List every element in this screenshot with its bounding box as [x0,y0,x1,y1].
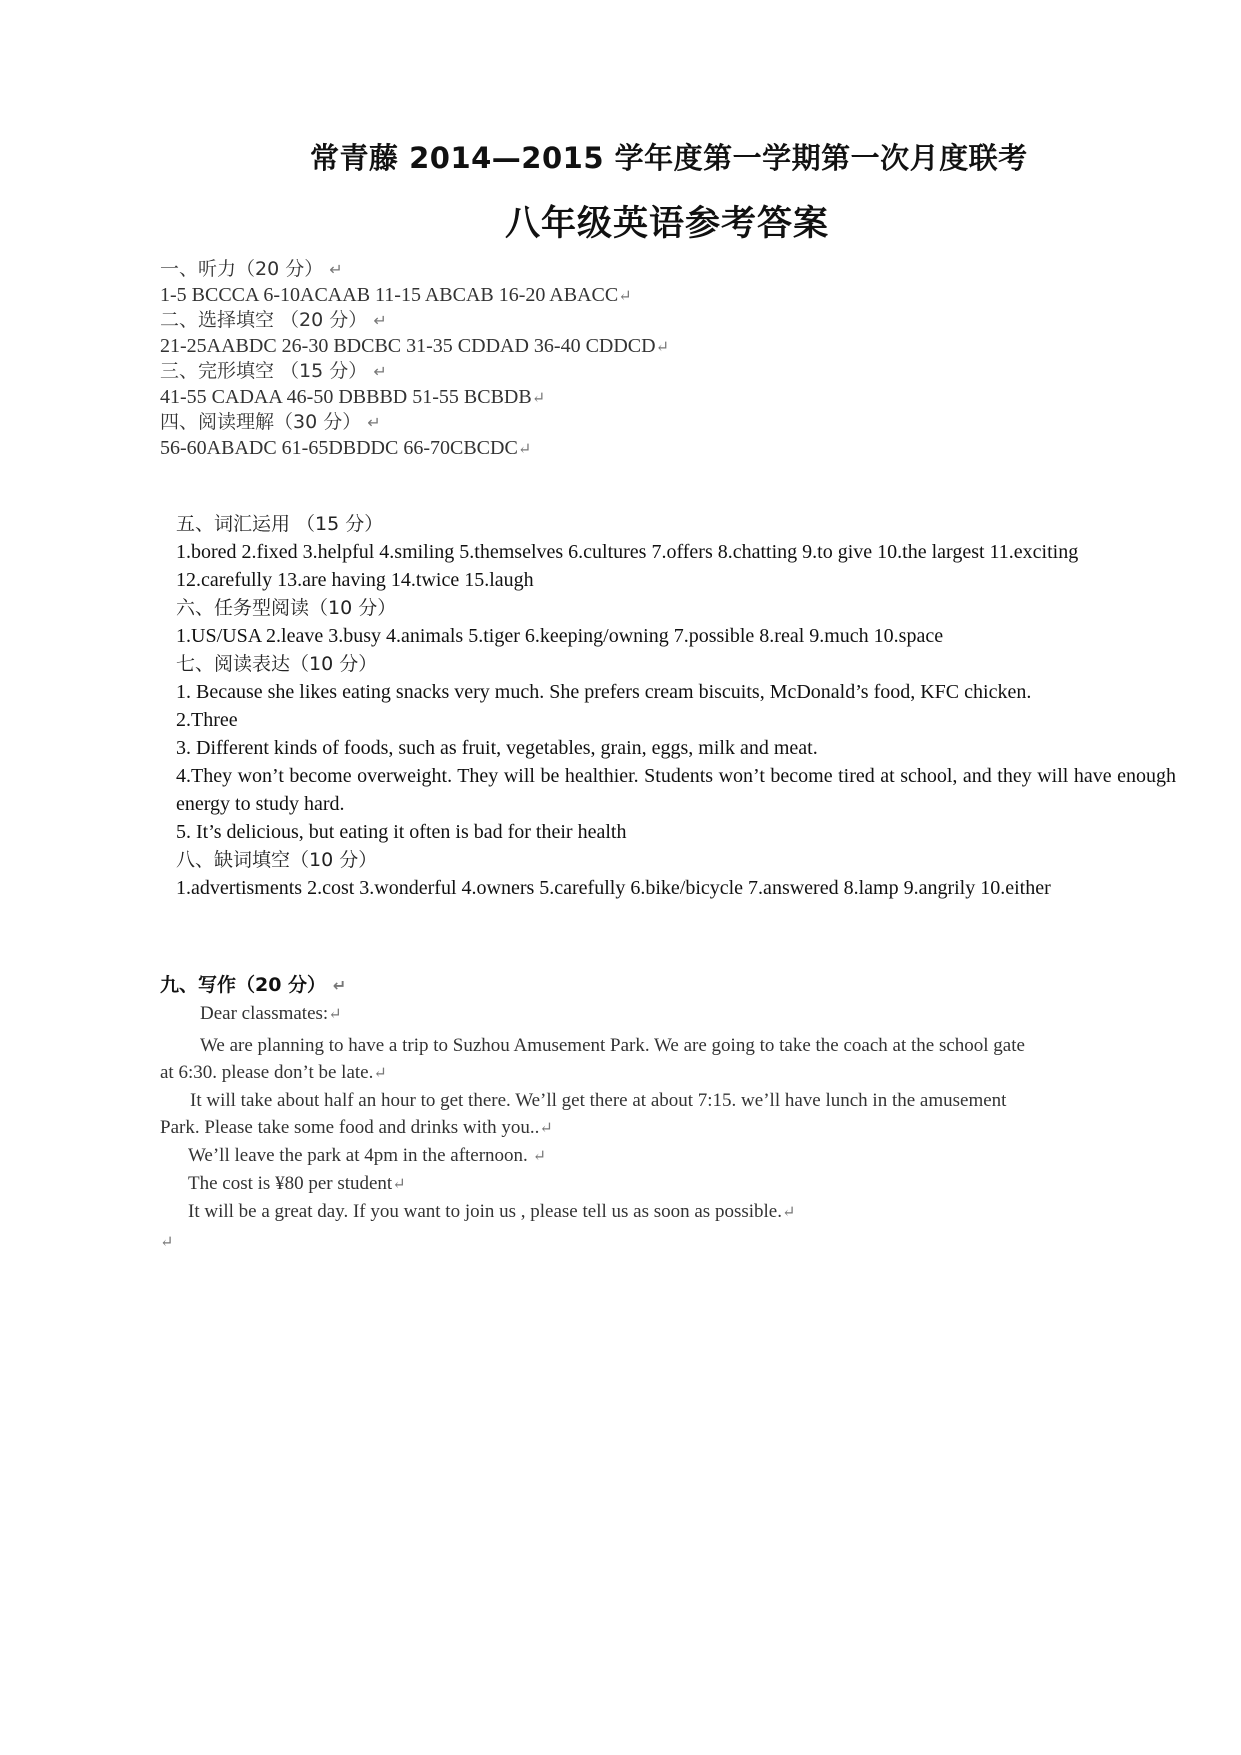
writing-greeting: Dear classmates:↵ [200,1003,342,1024]
paragraph-mark-icon: ↵ [373,1065,387,1082]
section-answers-multiple-choice: 21-25AABDC 26-30 BDCBC 31-35 CDDAD 36-40 CDDCD↵ [160,335,669,357]
section-answers-cloze: 41-55 CADAA 46-50 DBBBD 51-55 BCBDB↵ [160,386,546,408]
section-heading-writing: 九、写作（20 分） ↵ [160,974,347,996]
section-answers-vocabulary-line1: 1.bored 2.fixed 3.helpful 4.smiling 5.themselves 6.cultures 7.offers 8.chatting 9.to give 10.the largest 11.exciting [176,541,1079,563]
writing-paragraph-1-line2: at 6:30. please don’t be late.↵ [160,1062,387,1083]
paragraph-mark-icon: ↵ [373,311,387,330]
writing-paragraph-2-line1: It will take about half an hour to get there. We’ll get there at about 7:15. we’ll have lunch in the amusement [190,1090,1007,1111]
answers-part-1-4 [160,258,860,462]
paragraph-mark-icon: ↵ [328,1006,342,1023]
paragraph-mark-icon: ↵ [517,441,532,458]
reading-expression-answer-5: 5. It’s delicious, but eating it often is bad for their health [176,821,627,843]
section-heading-reading: 四、阅读理解（30 分） ↵ [160,411,381,433]
section-answers-reading: 56-60ABADC 61-65DBDDC 66-70CBCDC↵ [160,437,532,459]
section-heading-reading-expression: 七、阅读表达（10 分） [176,653,378,675]
reading-expression-answer-2: 2.Three [176,709,238,731]
page-subtitle: 八年级英语参考答案 [505,204,830,244]
paragraph-mark-icon: ↵ [532,1148,546,1165]
writing-paragraph-5: It will be a great day. If you want to join us , please tell us as soon as possible.↵ [188,1201,796,1222]
writing-paragraph-3: We’ll leave the park at 4pm in the afternoon. ↵ [188,1145,546,1166]
section-heading-listening: 一、听力（20 分） ↵ [160,258,343,280]
paragraph-mark-icon: ↵ [373,362,387,381]
section-answers-task-reading: 1.US/USA 2.leave 3.busy 4.animals 5.tiger 6.keeping/owning 7.possible 8.real 9.much 10.space [176,625,944,647]
paragraph-mark-icon: ↵ [329,260,343,279]
paragraph-mark-icon: ↵ [392,1176,406,1193]
page-title: 常青藤 2014—2015 学年度第一学期第一次月度联考 [310,141,1028,175]
paragraph-mark-icon: ↵ [367,413,381,432]
paragraph-mark-icon: ↵ [160,1234,174,1251]
section-answers-listening: 1-5 BCCCA 6-10ACAAB 11-15 ABCAB 16-20 ABACC↵ [160,284,632,306]
paragraph-mark-icon: ↵ [539,1120,553,1137]
writing-sample [160,970,1140,1226]
reading-expression-answer-3: 3. Different kinds of foods, such as fruit, vegetables, grain, eggs, milk and meat. [176,737,818,759]
paragraph-mark-icon: ↵ [332,976,347,995]
paragraph-mark-icon: ↵ [781,1204,796,1221]
section-heading-cloze: 三、完形填空 （15 分） ↵ [160,360,387,382]
paragraph-mark-icon: ↵ [531,390,546,407]
writing-paragraph-2-line2: Park. Please take some food and drinks with you..↵ [160,1117,553,1138]
answers-part-5-8 [176,510,1176,902]
paragraph-mark-icon: ↵ [618,288,632,305]
section-heading-multiple-choice: 二、选择填空 （20 分） ↵ [160,309,387,331]
writing-paragraph-4: The cost is ¥80 per student↵ [188,1173,406,1194]
writing-paragraph-1-line1: We are planning to have a trip to Suzhou Amusement Park. We are going to take the coach at the school gate [200,1035,1025,1056]
reading-expression-answer-4: 4.They won’t become overweight. They will be healthier. Students won’t become tired at school, and they will have enough energy to study hard. [176,765,1176,815]
reading-expression-answer-1: 1. Because she likes eating snacks very much. She prefers cream biscuits, McDonald’s food, KFC chicken. [176,681,1032,703]
paragraph-mark-icon: ↵ [655,339,669,356]
section-heading-vocabulary: 五、词汇运用 （15 分） [176,513,384,535]
section-heading-word-fill: 八、缺词填空（10 分） [176,849,378,871]
section-heading-task-reading: 六、任务型阅读（10 分） [176,597,397,619]
section-answers-vocabulary-line2: 12.carefully 13.are having 14.twice 15.laugh [176,569,534,591]
section-answers-word-fill: 1.advertisments 2.cost 3.wonderful 4.owners 5.carefully 6.bike/bicycle 7.answered 8.lamp 9.angrily 10.either [176,877,1051,899]
